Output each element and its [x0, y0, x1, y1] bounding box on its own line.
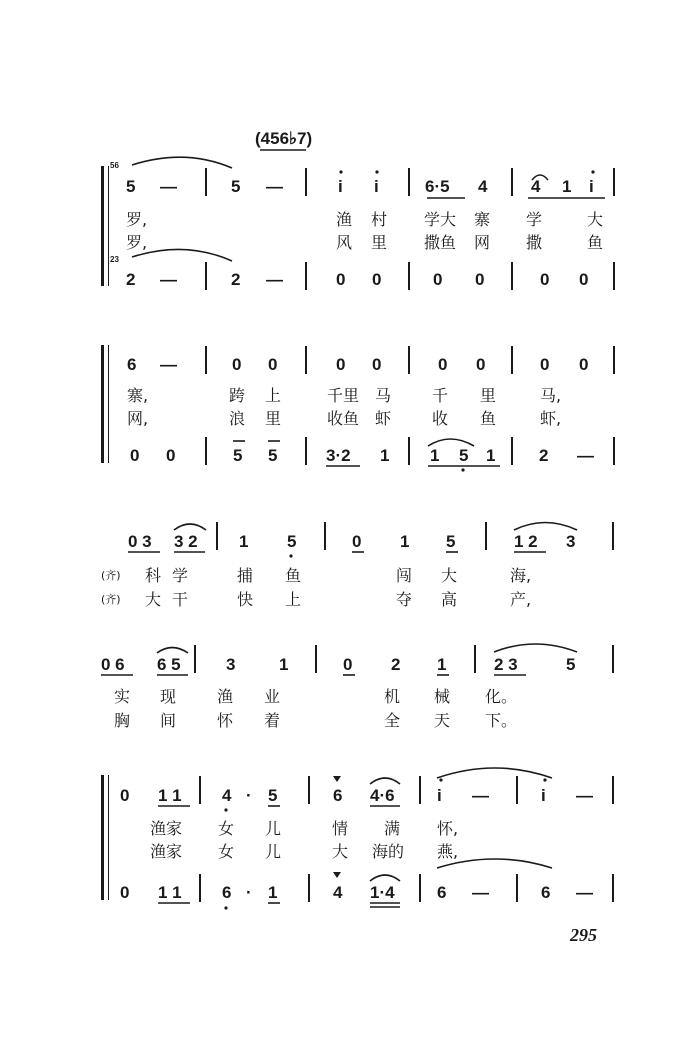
note-group: 3 2: [174, 532, 198, 551]
lyric: 马: [375, 386, 392, 405]
lyric: 学大: [424, 210, 457, 229]
lyric: 撒: [526, 233, 543, 252]
note: 1: [400, 532, 410, 551]
lyric: 儿: [265, 819, 282, 838]
lyric: 怀: [217, 711, 234, 730]
lyric: 夺: [396, 590, 413, 609]
note: i: [374, 177, 379, 196]
lyric: 产,: [510, 590, 532, 609]
lyric: 上: [285, 590, 302, 609]
lyric: 大: [145, 590, 162, 609]
note: 6: [222, 883, 232, 902]
lyric: 械: [434, 687, 451, 706]
low-octave-dot: [224, 906, 227, 909]
note: i: [589, 177, 594, 196]
lyric: 上: [265, 386, 282, 405]
lyric: 罗,: [126, 233, 148, 252]
lyric: 罗,: [126, 210, 148, 229]
lyric: 鱼: [587, 233, 604, 252]
note: 2: [539, 446, 549, 465]
note: 5: [268, 446, 278, 465]
lyric: 儿: [265, 842, 282, 861]
note: 2: [391, 655, 401, 674]
low-octave-dot: [224, 808, 227, 811]
low-octave-dot: [461, 468, 464, 471]
lyric: 鱼: [285, 566, 302, 585]
note: 6: [333, 786, 343, 805]
note-group: 0 3: [128, 532, 152, 551]
note: i: [437, 786, 442, 805]
lyric: 寨: [474, 210, 491, 229]
lyric: 风: [336, 233, 353, 252]
lyric: 渔家: [150, 842, 183, 861]
note: 6: [437, 883, 447, 902]
note: 4: [222, 786, 232, 805]
lyric: 科: [145, 566, 162, 585]
note: 6·5: [425, 177, 450, 196]
slur: [370, 778, 400, 784]
lyric: 里: [480, 386, 497, 405]
slur: [494, 644, 577, 652]
note: 0: [540, 355, 550, 374]
note-group: 1 1: [158, 786, 182, 805]
lyric: 海,: [510, 566, 532, 585]
slur: [428, 439, 474, 446]
note: 4·6: [370, 786, 395, 805]
lyric: 快: [237, 590, 254, 609]
note: 0: [579, 355, 589, 374]
lyric: 胸: [114, 711, 131, 730]
note: 1: [268, 883, 278, 902]
note: 0: [120, 883, 130, 902]
dash: —: [576, 883, 593, 902]
note: 6: [127, 355, 137, 374]
note: 1: [437, 655, 447, 674]
note-group: 6 5: [157, 655, 181, 674]
lyric: 业: [264, 687, 281, 706]
lyric: 千里: [327, 386, 360, 405]
note: 1: [562, 177, 572, 196]
lyric: 高: [441, 590, 458, 609]
octave-dot: [375, 170, 378, 173]
lyric: 里: [265, 409, 282, 428]
unison-tag: (齐): [101, 569, 121, 582]
note: 0: [232, 355, 242, 374]
unison-tag: (齐): [101, 593, 121, 606]
slur: [532, 175, 548, 180]
lyric: 情: [332, 819, 349, 838]
lyric: 收: [432, 409, 449, 428]
lyric: 马,: [540, 386, 562, 405]
lyric: 全: [384, 711, 401, 730]
lyric: 网: [474, 233, 491, 252]
dash: —: [576, 786, 593, 805]
note: 5: [459, 446, 469, 465]
lyric: 怀,: [437, 819, 459, 838]
lyric: 实: [114, 687, 131, 706]
note: i: [541, 786, 546, 805]
note: 0: [336, 355, 346, 374]
note: 0: [579, 270, 589, 289]
note: 1: [430, 446, 440, 465]
note: 3·2: [326, 446, 351, 465]
slur: [157, 648, 188, 654]
lyric: 大: [332, 842, 349, 861]
dash: —: [266, 270, 283, 289]
page-number: 295: [570, 925, 597, 945]
lyric: 燕,: [437, 842, 459, 861]
note: 5: [446, 532, 456, 551]
slur: [370, 875, 400, 881]
note: 5: [231, 177, 241, 196]
lyric: 鱼: [480, 409, 497, 428]
dash: —: [160, 355, 177, 374]
lyric: 女: [218, 842, 235, 861]
dash: —: [472, 786, 489, 805]
note: 1: [486, 446, 496, 465]
lyric: 着: [264, 711, 281, 730]
accent-mark: [333, 872, 341, 878]
note: 0: [372, 355, 382, 374]
note: 5: [268, 786, 278, 805]
lyric: 天: [434, 711, 451, 730]
dot: ·: [246, 883, 252, 902]
lyric: 跨: [229, 386, 246, 405]
lyric: 间: [160, 711, 177, 730]
time-signature: 56: [110, 161, 119, 170]
slur: [132, 249, 232, 261]
note: i: [338, 177, 343, 196]
lyric: 撒鱼: [424, 233, 457, 252]
note: 0: [475, 270, 485, 289]
slur: [132, 157, 232, 168]
note: 0: [433, 270, 443, 289]
note-group: 0 6: [101, 655, 125, 674]
note: 0: [166, 446, 176, 465]
octave-dot: [543, 778, 546, 781]
note: 5: [126, 177, 136, 196]
lyric: 寨,: [127, 386, 149, 405]
note: 1: [239, 532, 249, 551]
octave-dot: [439, 778, 442, 781]
lyric: 捕: [237, 566, 254, 585]
lyric: 里: [371, 233, 388, 252]
octave-dot: [591, 170, 594, 173]
note: 2: [231, 270, 241, 289]
lyric: 学: [172, 566, 189, 585]
lyric: 虾,: [540, 409, 562, 428]
note: 4: [531, 177, 541, 196]
lyric: 满: [384, 819, 401, 838]
note-group: 1 1: [158, 883, 182, 902]
note: 5: [287, 532, 297, 551]
low-octave-dot: [289, 554, 292, 557]
lyric: 渔: [336, 210, 353, 229]
note: 0: [352, 532, 362, 551]
lyric: 女: [218, 819, 235, 838]
lyric: 闯: [396, 566, 413, 585]
lyric: 下。: [485, 711, 518, 730]
lyric: 渔家: [150, 819, 183, 838]
slur: [174, 524, 206, 530]
lyric: 机: [384, 687, 401, 706]
lyric: 大: [441, 566, 458, 585]
note: 0: [476, 355, 486, 374]
note: 5: [566, 655, 576, 674]
note: 0: [372, 270, 382, 289]
accent-mark: [333, 776, 341, 782]
note: 0: [343, 655, 353, 674]
lyric: 渔: [217, 687, 234, 706]
note: 0: [336, 270, 346, 289]
note: 0: [540, 270, 550, 289]
note: 6: [541, 883, 551, 902]
lyric: 浪: [229, 409, 246, 428]
note: 0: [268, 355, 278, 374]
note: 0: [130, 446, 140, 465]
note: 3: [226, 655, 236, 674]
slur: [437, 859, 552, 868]
dash: —: [160, 177, 177, 196]
note: 4: [333, 883, 343, 902]
dash: —: [160, 270, 177, 289]
slur: [437, 768, 552, 778]
lyric: 村: [371, 210, 388, 229]
note: 1: [380, 446, 390, 465]
note: 0: [120, 786, 130, 805]
slur: [514, 523, 577, 531]
lyric: 大: [587, 210, 604, 229]
time-signature: 23: [110, 255, 119, 264]
note: 3: [566, 532, 576, 551]
lyric: 网,: [127, 409, 149, 428]
note: 5: [233, 446, 243, 465]
lyric: 千: [432, 386, 449, 405]
note: 2: [126, 270, 136, 289]
note: 0: [438, 355, 448, 374]
note: 1: [279, 655, 289, 674]
dash: —: [577, 446, 594, 465]
octave-dot: [339, 170, 342, 173]
dash: —: [266, 177, 283, 196]
lyric: 学: [526, 210, 543, 229]
dash: —: [472, 883, 489, 902]
lyric: 干: [172, 590, 189, 609]
note: 4: [478, 177, 488, 196]
lyric: 收鱼: [327, 409, 360, 428]
note-group: 2 3: [494, 655, 518, 674]
lyric: 化。: [485, 687, 518, 706]
lyric: 现: [160, 687, 177, 706]
note: 1·4: [370, 883, 395, 902]
meter-mark: (456♭7): [255, 129, 313, 148]
note-group: 1 2: [514, 532, 538, 551]
dot: ·: [246, 786, 252, 805]
lyric: 海的: [372, 842, 405, 861]
lyric: 虾: [375, 409, 392, 428]
